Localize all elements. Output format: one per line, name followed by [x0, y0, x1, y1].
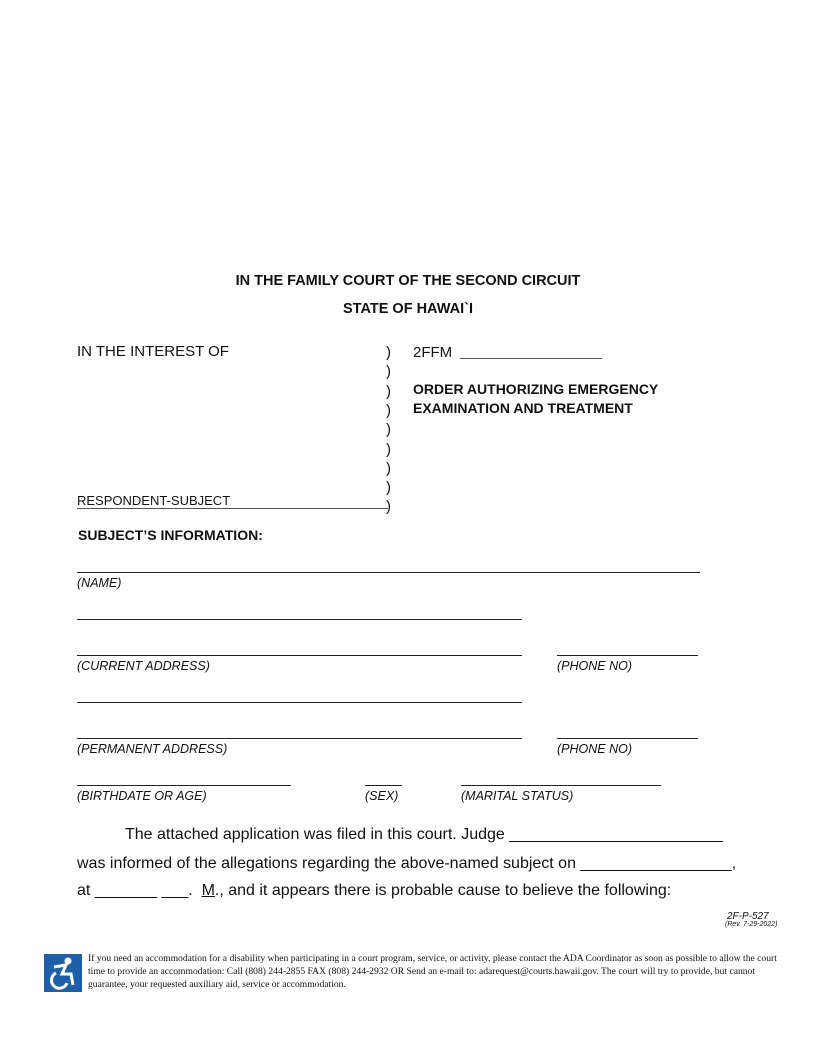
phone-label-1: (PHONE NO) — [557, 659, 632, 673]
current-address-field-2[interactable] — [77, 655, 522, 656]
name-label: (NAME) — [77, 576, 122, 590]
caption-paren: ) — [386, 459, 391, 477]
case-number-field[interactable] — [460, 358, 602, 359]
birthdate-label: (BIRTHDATE OR AGE) — [77, 789, 207, 803]
body-line-3-end: ., and it appears there is probable cause to believe the following: — [214, 882, 672, 899]
name-field[interactable] — [77, 572, 700, 573]
permanent-address-field-1[interactable] — [77, 702, 522, 703]
revision-date: (Rev. 7-29-2022) — [725, 921, 778, 928]
court-name: IN THE FAMILY COURT OF THE SECOND CIRCUIT — [235, 273, 581, 289]
subject-info-heading: SUBJECT’S INFORMATION: — [78, 527, 263, 543]
form-number: 2F-P-527 — [727, 911, 769, 922]
caption-paren: ) — [386, 498, 391, 516]
current-address-label: (CURRENT ADDRESS) — [77, 659, 210, 673]
caption-paren: ) — [386, 401, 391, 419]
permanent-address-field-2[interactable] — [77, 738, 522, 739]
time-blank: at _______ ___. — [77, 882, 202, 899]
case-number-prefix: 2FFM — [413, 344, 453, 361]
phone-field-1[interactable] — [557, 655, 698, 656]
respondent-line — [77, 508, 388, 509]
phone-field-2[interactable] — [557, 738, 698, 739]
caption-paren: ) — [386, 421, 391, 439]
caption-paren: ) — [386, 479, 391, 497]
body-line-3 — [77, 882, 671, 900]
order-title-line1: ORDER AUTHORIZING EMERGENCY — [413, 381, 659, 397]
interest-of-label: IN THE INTEREST OF — [77, 343, 229, 360]
body-line-1: The attached application was filed in this court. Judge ________________________ — [125, 826, 723, 843]
phone-label-2: (PHONE NO) — [557, 742, 632, 756]
ada-notice: If you need an accommodation for a disability when participating in a court program, service, or activity, please contact the ADA Coordinator as soon as possible to allow the court time to provide an accommodation: Call (808) 244-2855 FAX (808) 244-2932 OR Send an e-mail to: adarequest@courts.hawaii.gov. The court will try to provide, but cannot guarantee, your requested auxiliary aid, service or accommodation. — [88, 953, 777, 990]
birthdate-field[interactable] — [77, 785, 291, 786]
current-address-field-1[interactable] — [77, 619, 522, 620]
permanent-address-label: (PERMANENT ADDRESS) — [77, 742, 228, 756]
body-line-2: was informed of the allegations regarding the above-named subject on _________________, — [77, 855, 737, 872]
state-name: STATE OF HAWAI`I — [343, 301, 473, 317]
sex-field[interactable] — [365, 785, 402, 786]
caption-paren: ) — [386, 382, 391, 400]
meridiem: M — [201, 882, 215, 899]
marital-status-label: (MARITAL STATUS) — [461, 789, 574, 803]
accessibility-icon — [44, 954, 82, 992]
caption-paren: ) — [386, 344, 391, 361]
caption-paren: ) — [386, 363, 391, 381]
marital-status-field[interactable] — [461, 785, 661, 786]
order-title-line2: EXAMINATION AND TREATMENT — [413, 400, 633, 416]
respondent-label: RESPONDENT-SUBJECT — [77, 493, 231, 508]
sex-label: (SEX) — [365, 789, 399, 803]
caption-paren: ) — [386, 440, 391, 458]
